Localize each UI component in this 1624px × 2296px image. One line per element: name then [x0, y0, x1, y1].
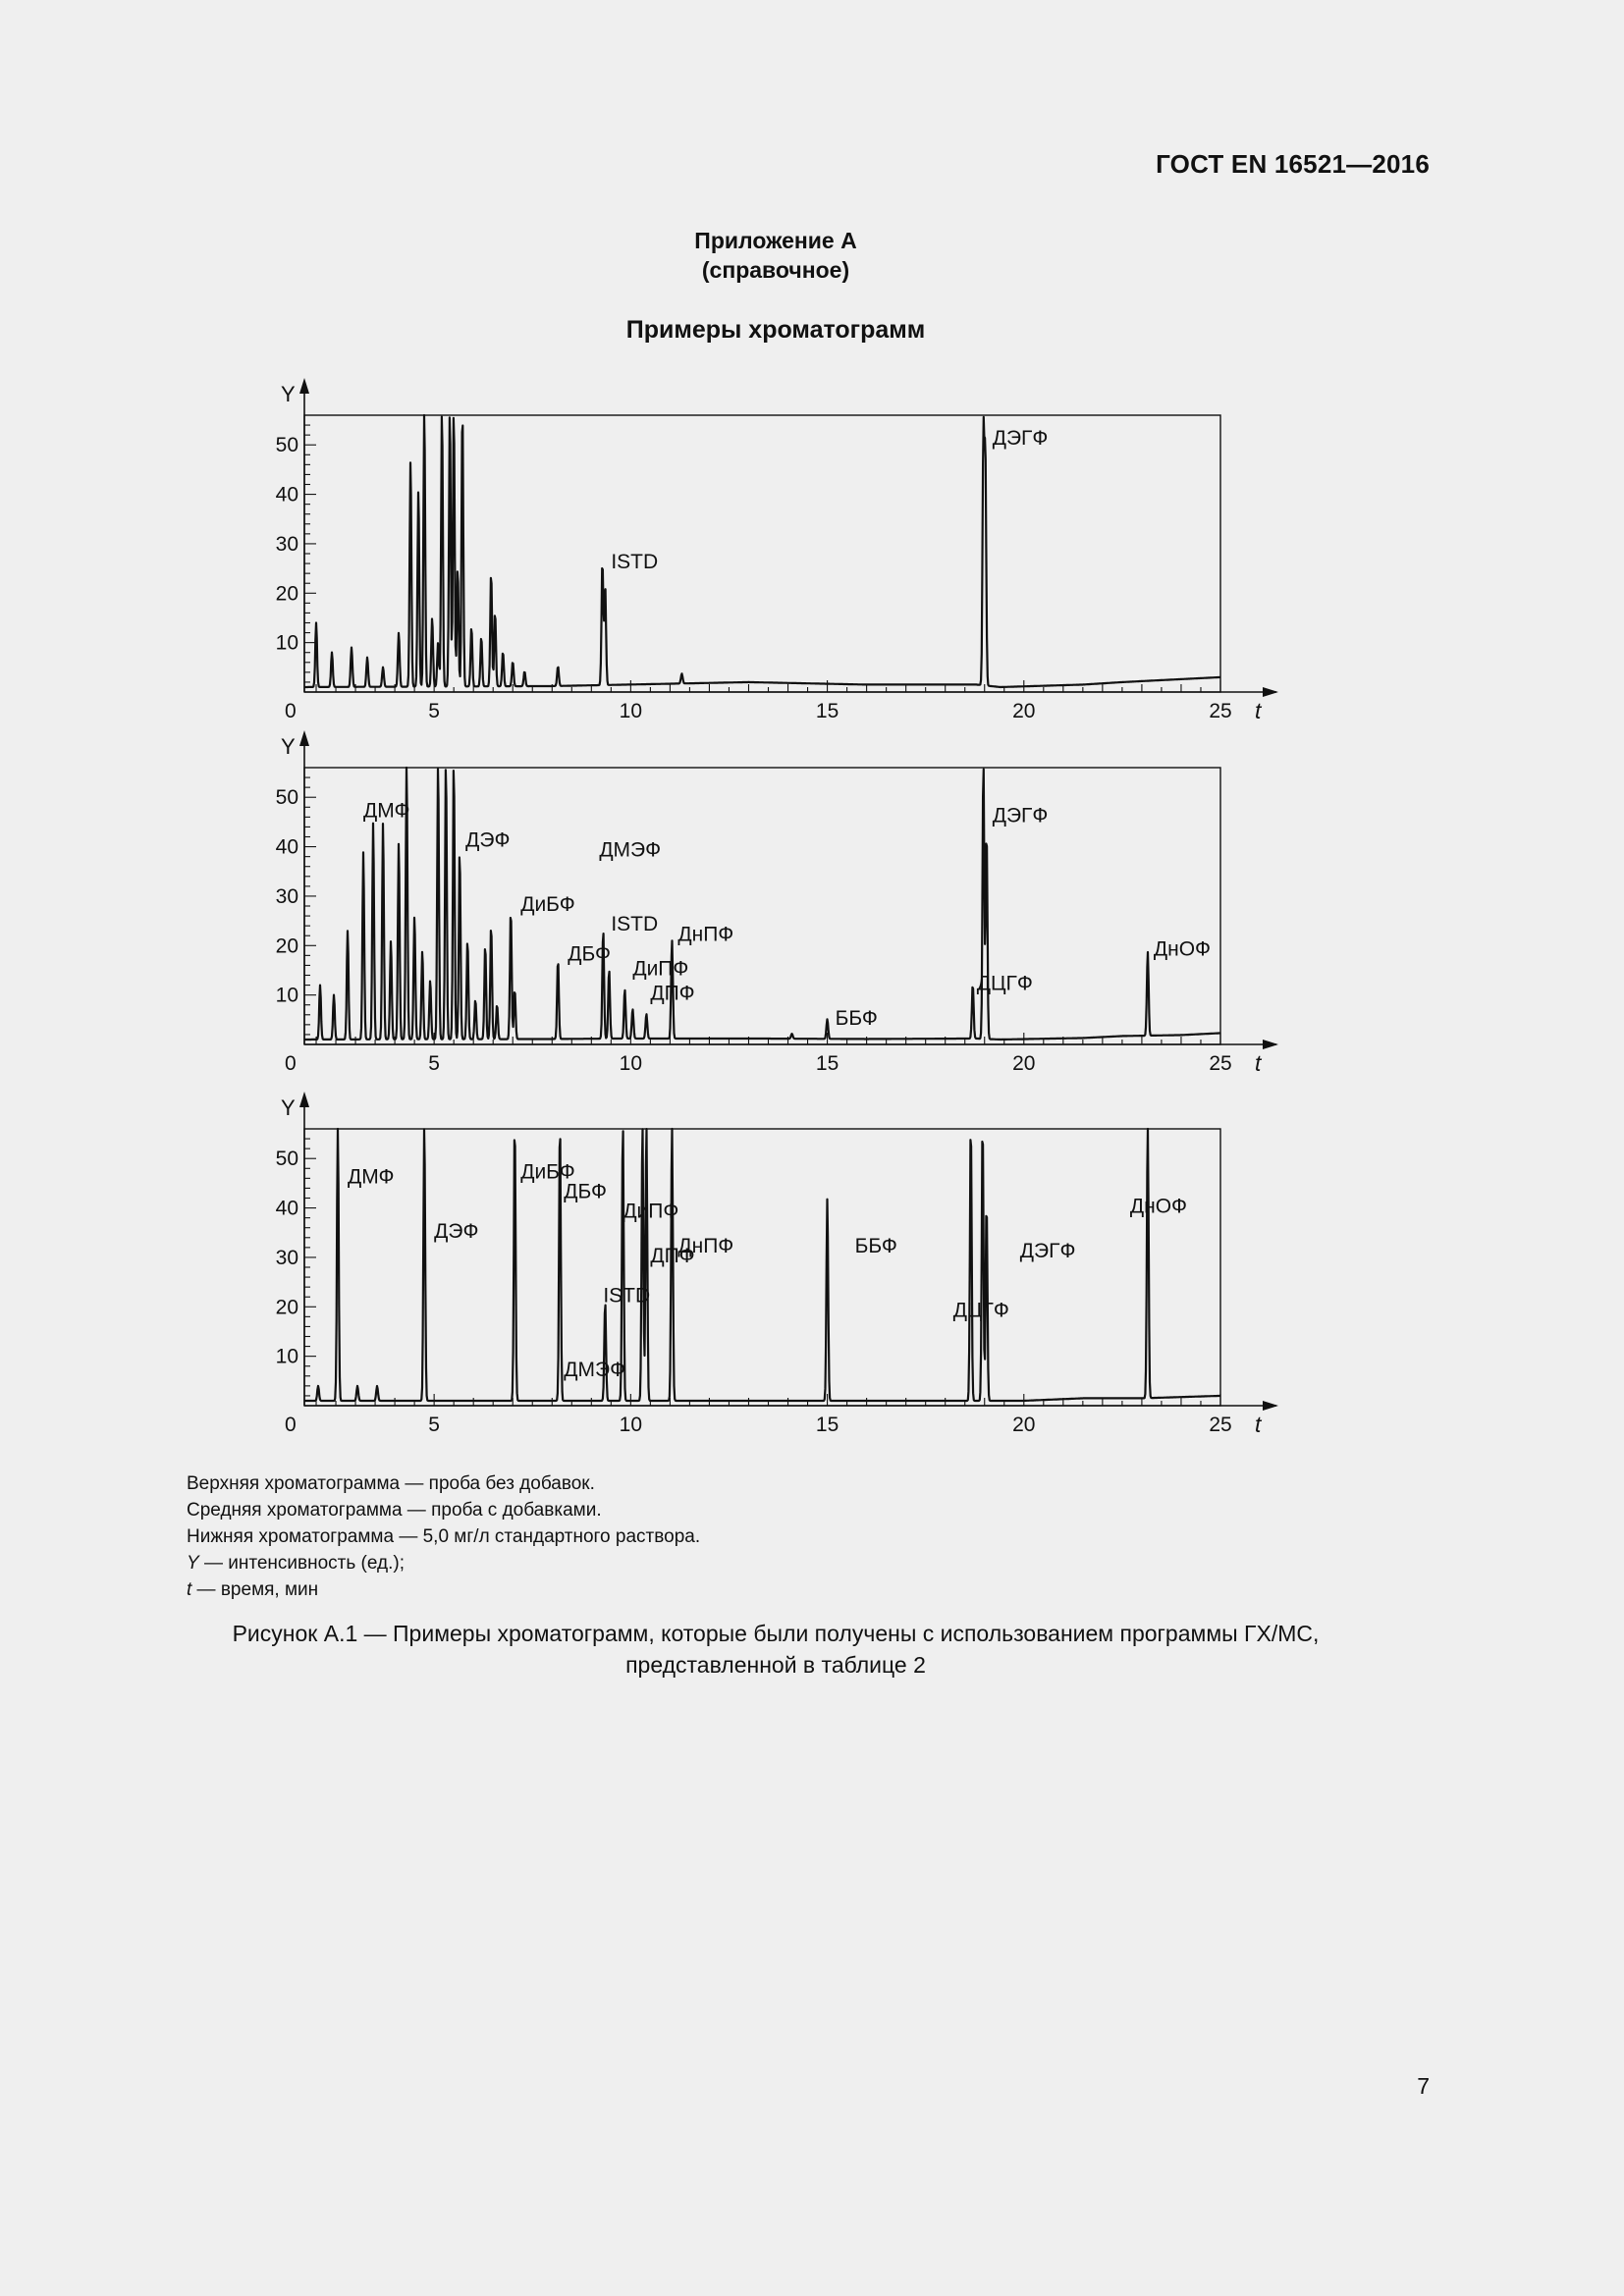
- y-axis-arrow: [299, 730, 309, 746]
- peak-label: ДЭФ: [434, 1219, 479, 1243]
- plot-frame: [304, 768, 1220, 1044]
- y-tick-label: 50: [275, 1148, 298, 1171]
- x-tick-label: 10: [619, 1414, 643, 1436]
- peak-label: ДиПФ: [632, 957, 689, 981]
- y-axis-label: Y: [281, 382, 296, 406]
- y-tick-label: 30: [275, 532, 298, 556]
- peak-label: ДиБФ: [520, 893, 575, 917]
- chromatogram-panel-1: [276, 378, 1278, 723]
- peak-label: ДБФ: [564, 1180, 608, 1203]
- peak-label: ДнОФ: [1129, 1195, 1188, 1218]
- x-tick-label: 10: [619, 700, 643, 722]
- chromatogram-panel-2: [276, 730, 1278, 1076]
- y-axis-label: Y: [281, 734, 296, 759]
- y-tick-label: 50: [275, 786, 298, 810]
- x-tick-label: 25: [1209, 1414, 1232, 1436]
- y-tick-label: 30: [275, 884, 298, 908]
- note-middle: Средняя хроматограмма — проба с добавками.: [187, 1500, 602, 1521]
- annex-subtitle: (справочное): [701, 257, 850, 283]
- y-tick-label: 30: [275, 1246, 298, 1269]
- peak-label: ISTD: [603, 1284, 651, 1308]
- peak-label: ДЭГФ: [1019, 1239, 1076, 1262]
- y-axis-arrow: [299, 1092, 309, 1107]
- peak-label: ДЦГФ: [976, 972, 1033, 995]
- peak-label: ББФ: [854, 1234, 897, 1257]
- y-description: — интенсивность (ед.);: [198, 1553, 405, 1574]
- y-symbol: Y: [187, 1553, 199, 1574]
- chromatogram-trace: [304, 415, 1220, 687]
- peak-label: ДЭГФ: [992, 427, 1049, 451]
- y-tick-label: 20: [275, 582, 298, 606]
- page-number: 7: [1417, 2073, 1430, 2099]
- peak-label: ДиБФ: [520, 1160, 575, 1184]
- x-axis-label: t: [1255, 1050, 1262, 1076]
- peak-label: ДЭФ: [465, 828, 511, 852]
- origin-label: 0: [285, 700, 297, 722]
- x-tick-label: 20: [1012, 1414, 1036, 1436]
- chromatogram-trace: [304, 768, 1220, 1040]
- section-title: Примеры хроматограмм: [625, 316, 926, 344]
- x-axis-label: t: [1255, 1412, 1262, 1437]
- y-tick-label: 20: [275, 934, 298, 958]
- peak-label: ДМФ: [363, 799, 410, 823]
- peak-label: ДЦГФ: [952, 1299, 1009, 1322]
- peak-label: ISTD: [611, 913, 659, 936]
- peak-label: ДМЭФ: [599, 838, 662, 862]
- y-tick-label: 40: [275, 483, 298, 507]
- y-tick-label: 40: [275, 1197, 298, 1220]
- peak-label: ДнОФ: [1153, 937, 1212, 961]
- figure-caption: [0, 1618, 1551, 1681]
- x-axis-arrow: [1263, 1040, 1278, 1049]
- y-tick-label: 10: [275, 1345, 298, 1368]
- y-axis-arrow: [299, 378, 309, 394]
- peak-label: ДПФ: [650, 982, 695, 1005]
- x-tick-label: 20: [1012, 1052, 1036, 1075]
- peak-label: ДЭГФ: [992, 804, 1049, 828]
- x-tick-label: 20: [1012, 700, 1036, 722]
- note-bottom: Нижняя хроматограмма — 5,0 мг/л стандартного раствора.: [187, 1526, 701, 1547]
- peak-label: ДнПФ: [677, 923, 734, 946]
- x-tick-label: 25: [1209, 1052, 1232, 1075]
- caption-line-1: Рисунок А.1 — Примеры хроматограмм, которые были получены с использованием программы ГХ/МС,: [232, 1621, 1320, 1646]
- t-description: — время, мин: [191, 1579, 319, 1600]
- figure-notes: [187, 1470, 700, 1603]
- y-tick-label: 10: [275, 631, 298, 655]
- origin-label: 0: [285, 1414, 297, 1436]
- note-y-variable: [187, 1550, 700, 1576]
- y-tick-label: 10: [275, 984, 298, 1007]
- chromatogram-panel-3: [276, 1092, 1278, 1437]
- x-axis-arrow: [1263, 687, 1278, 697]
- x-tick-label: 5: [428, 1052, 440, 1075]
- peak-label: ДБФ: [568, 942, 612, 966]
- peak-label: ББФ: [835, 1006, 878, 1030]
- x-axis-label: t: [1255, 698, 1262, 723]
- origin-label: 0: [285, 1052, 297, 1075]
- peak-label: ДиПФ: [623, 1200, 679, 1223]
- plot-frame: [304, 1129, 1220, 1406]
- x-tick-label: 25: [1209, 700, 1232, 722]
- x-axis-arrow: [1263, 1401, 1278, 1411]
- y-tick-label: 40: [275, 835, 298, 859]
- y-axis-label: Y: [281, 1095, 296, 1120]
- x-tick-label: 10: [619, 1052, 643, 1075]
- peak-label: ДПФ: [650, 1244, 695, 1267]
- y-tick-label: 50: [275, 434, 298, 457]
- x-tick-label: 15: [815, 700, 839, 722]
- x-tick-label: 5: [428, 1414, 440, 1436]
- t-symbol: t: [187, 1579, 192, 1600]
- peak-label: ДМФ: [348, 1165, 395, 1189]
- peak-label: ISTD: [611, 551, 659, 574]
- chromatogram-trace: [304, 1129, 1220, 1401]
- x-tick-label: 15: [815, 1052, 839, 1075]
- standard-code: ГОСТ EN 16521—2016: [1156, 149, 1430, 179]
- caption-line-2: представленной в таблице 2: [625, 1652, 926, 1678]
- y-tick-label: 20: [275, 1296, 298, 1319]
- peak-label: ДнПФ: [677, 1234, 734, 1257]
- x-tick-label: 15: [815, 1414, 839, 1436]
- x-tick-label: 5: [428, 700, 440, 722]
- peak-label: ДМЭФ: [564, 1358, 626, 1381]
- annex-title: Приложение А: [694, 228, 857, 253]
- note-t-variable: [187, 1576, 700, 1603]
- note-top: Верхняя хроматограмма — проба без добавок.: [187, 1473, 595, 1494]
